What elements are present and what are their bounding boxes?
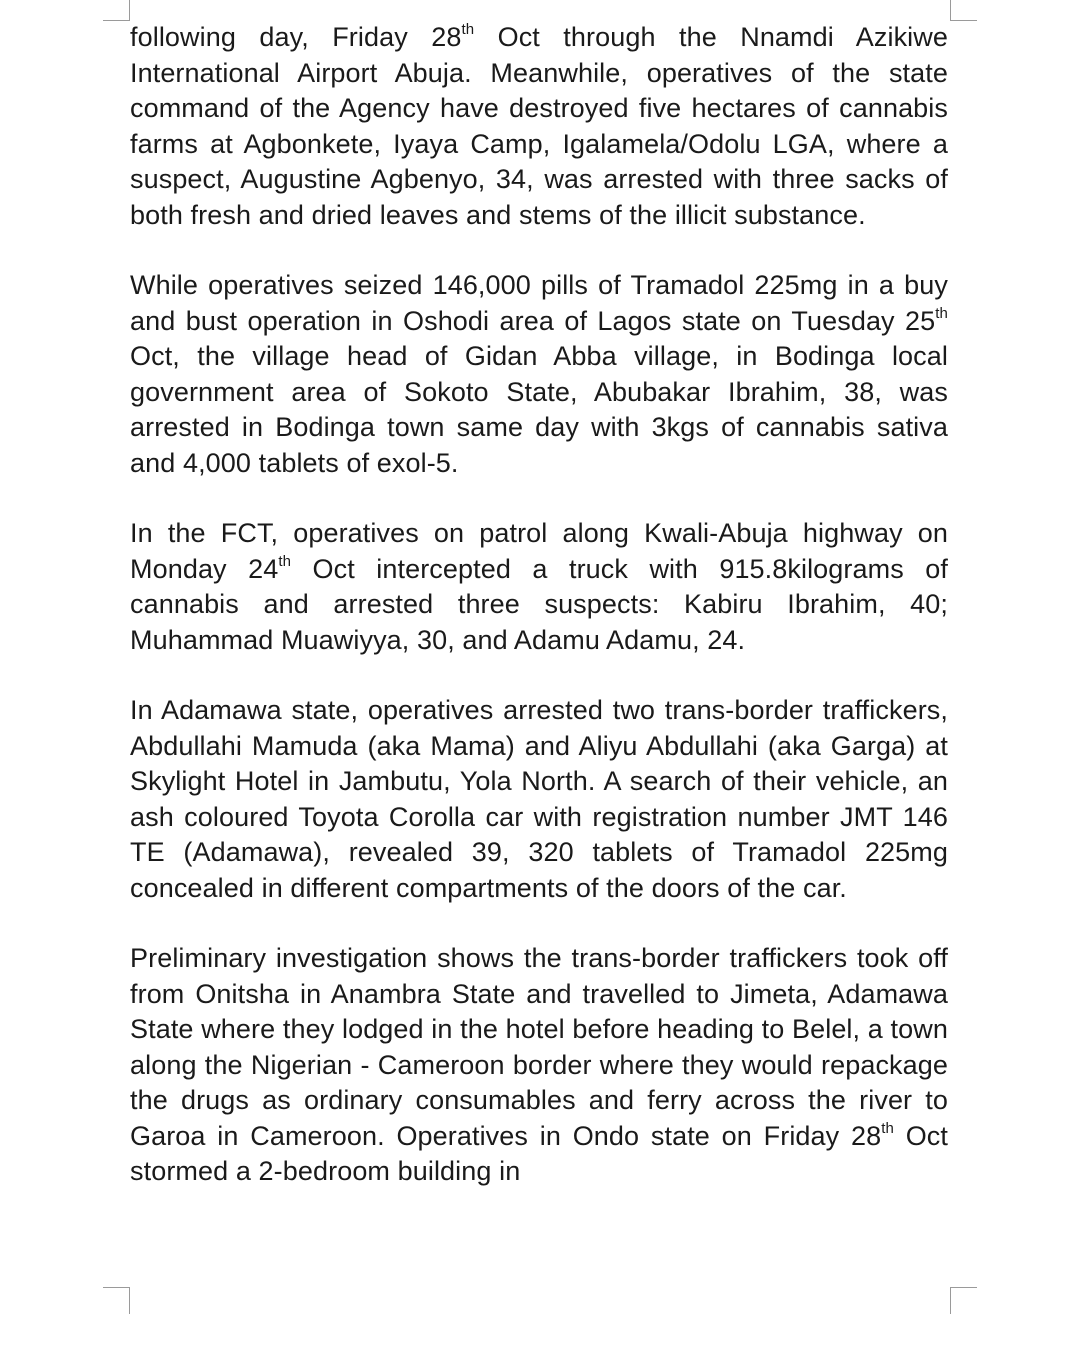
paragraph	[130, 941, 948, 1190]
crop-mark-top-right	[950, 0, 977, 21]
paragraph-text: While operatives seized 146,000 pills of Tramadol 225mg in a buy and bust operation in Oshodi area of Lagos state on Tuesday 25	[130, 270, 948, 336]
paragraph-text: In the FCT, operatives on patrol along Kwali-Abuja highway on Monday 24	[130, 518, 948, 584]
ordinal-suffix: th	[461, 21, 475, 38]
paragraph-text: Preliminary investigation shows the trans-border traffickers took off from Onitsha in Anambra State and travelled to Jimeta, Adamawa State where they lodged in the hotel before heading to Belel, a town along the Nigerian - Cameroon border where they would repackage the drugs as ordinary consumables and ferry across the river to Garoa in Cameroon. Operatives in Ondo state on Friday 28	[130, 943, 948, 1151]
paragraph-text: Oct stormed a 2-bedroom building in	[130, 1120, 948, 1186]
paragraph-text: Oct through the Nnamdi Azikiwe International Airport Abuja. Meanwhile, operatives of the state command of the Agency have destroyed five hectares of cannabis farms at Agbonkete, Iyaya Camp, Igalamela/Odolu LGA, where a suspect, Augustine Agbenyo, 34, was arrested with three sacks of both fresh and dried leaves and stems of the illicit substance.	[130, 22, 948, 230]
crop-mark-bottom-right	[950, 1287, 977, 1314]
paragraph-text: following day, Friday 28	[130, 22, 462, 52]
crop-mark-top-left	[103, 0, 130, 21]
paragraph-text: Oct intercepted a truck with 915.8kilograms of cannabis and arrested three suspects: Kabiru Ibrahim, 40; Muhammad Muawiyya, 30, and Adamu Adamu, 24.	[130, 553, 948, 655]
ordinal-suffix: th	[935, 304, 948, 322]
ordinal-suffix: th	[881, 1119, 894, 1137]
paragraph-text: In Adamawa state, operatives arrested two trans-border traffickers, Abdullahi Mamuda (aka Mama) and Aliyu Abdullahi (aka Garga) at Skylight Hotel in Jambutu, Yola North. A search of their vehicle, an ash coloured Toyota Corolla car with registration number JMT 146 TE (Adamawa), revealed 39, 320 tablets of Tramadol 225mg concealed in different compartments of the doors of the car.	[130, 695, 948, 903]
ordinal-suffix: th	[278, 552, 292, 570]
crop-mark-bottom-left	[103, 1287, 130, 1314]
paragraph	[130, 268, 948, 481]
paragraph-text: Oct, the village head of Gidan Abba village, in Bodinga local government area of Sokoto State, Abubakar Ibrahim, 38, was arrested in Bodinga town same day with 3kgs of cannabis sativa and 4,000 tablets of exol-5.	[130, 341, 948, 478]
paragraph	[130, 20, 948, 233]
paragraph	[130, 693, 948, 906]
paragraph	[130, 516, 948, 658]
document-body	[130, 20, 948, 1225]
